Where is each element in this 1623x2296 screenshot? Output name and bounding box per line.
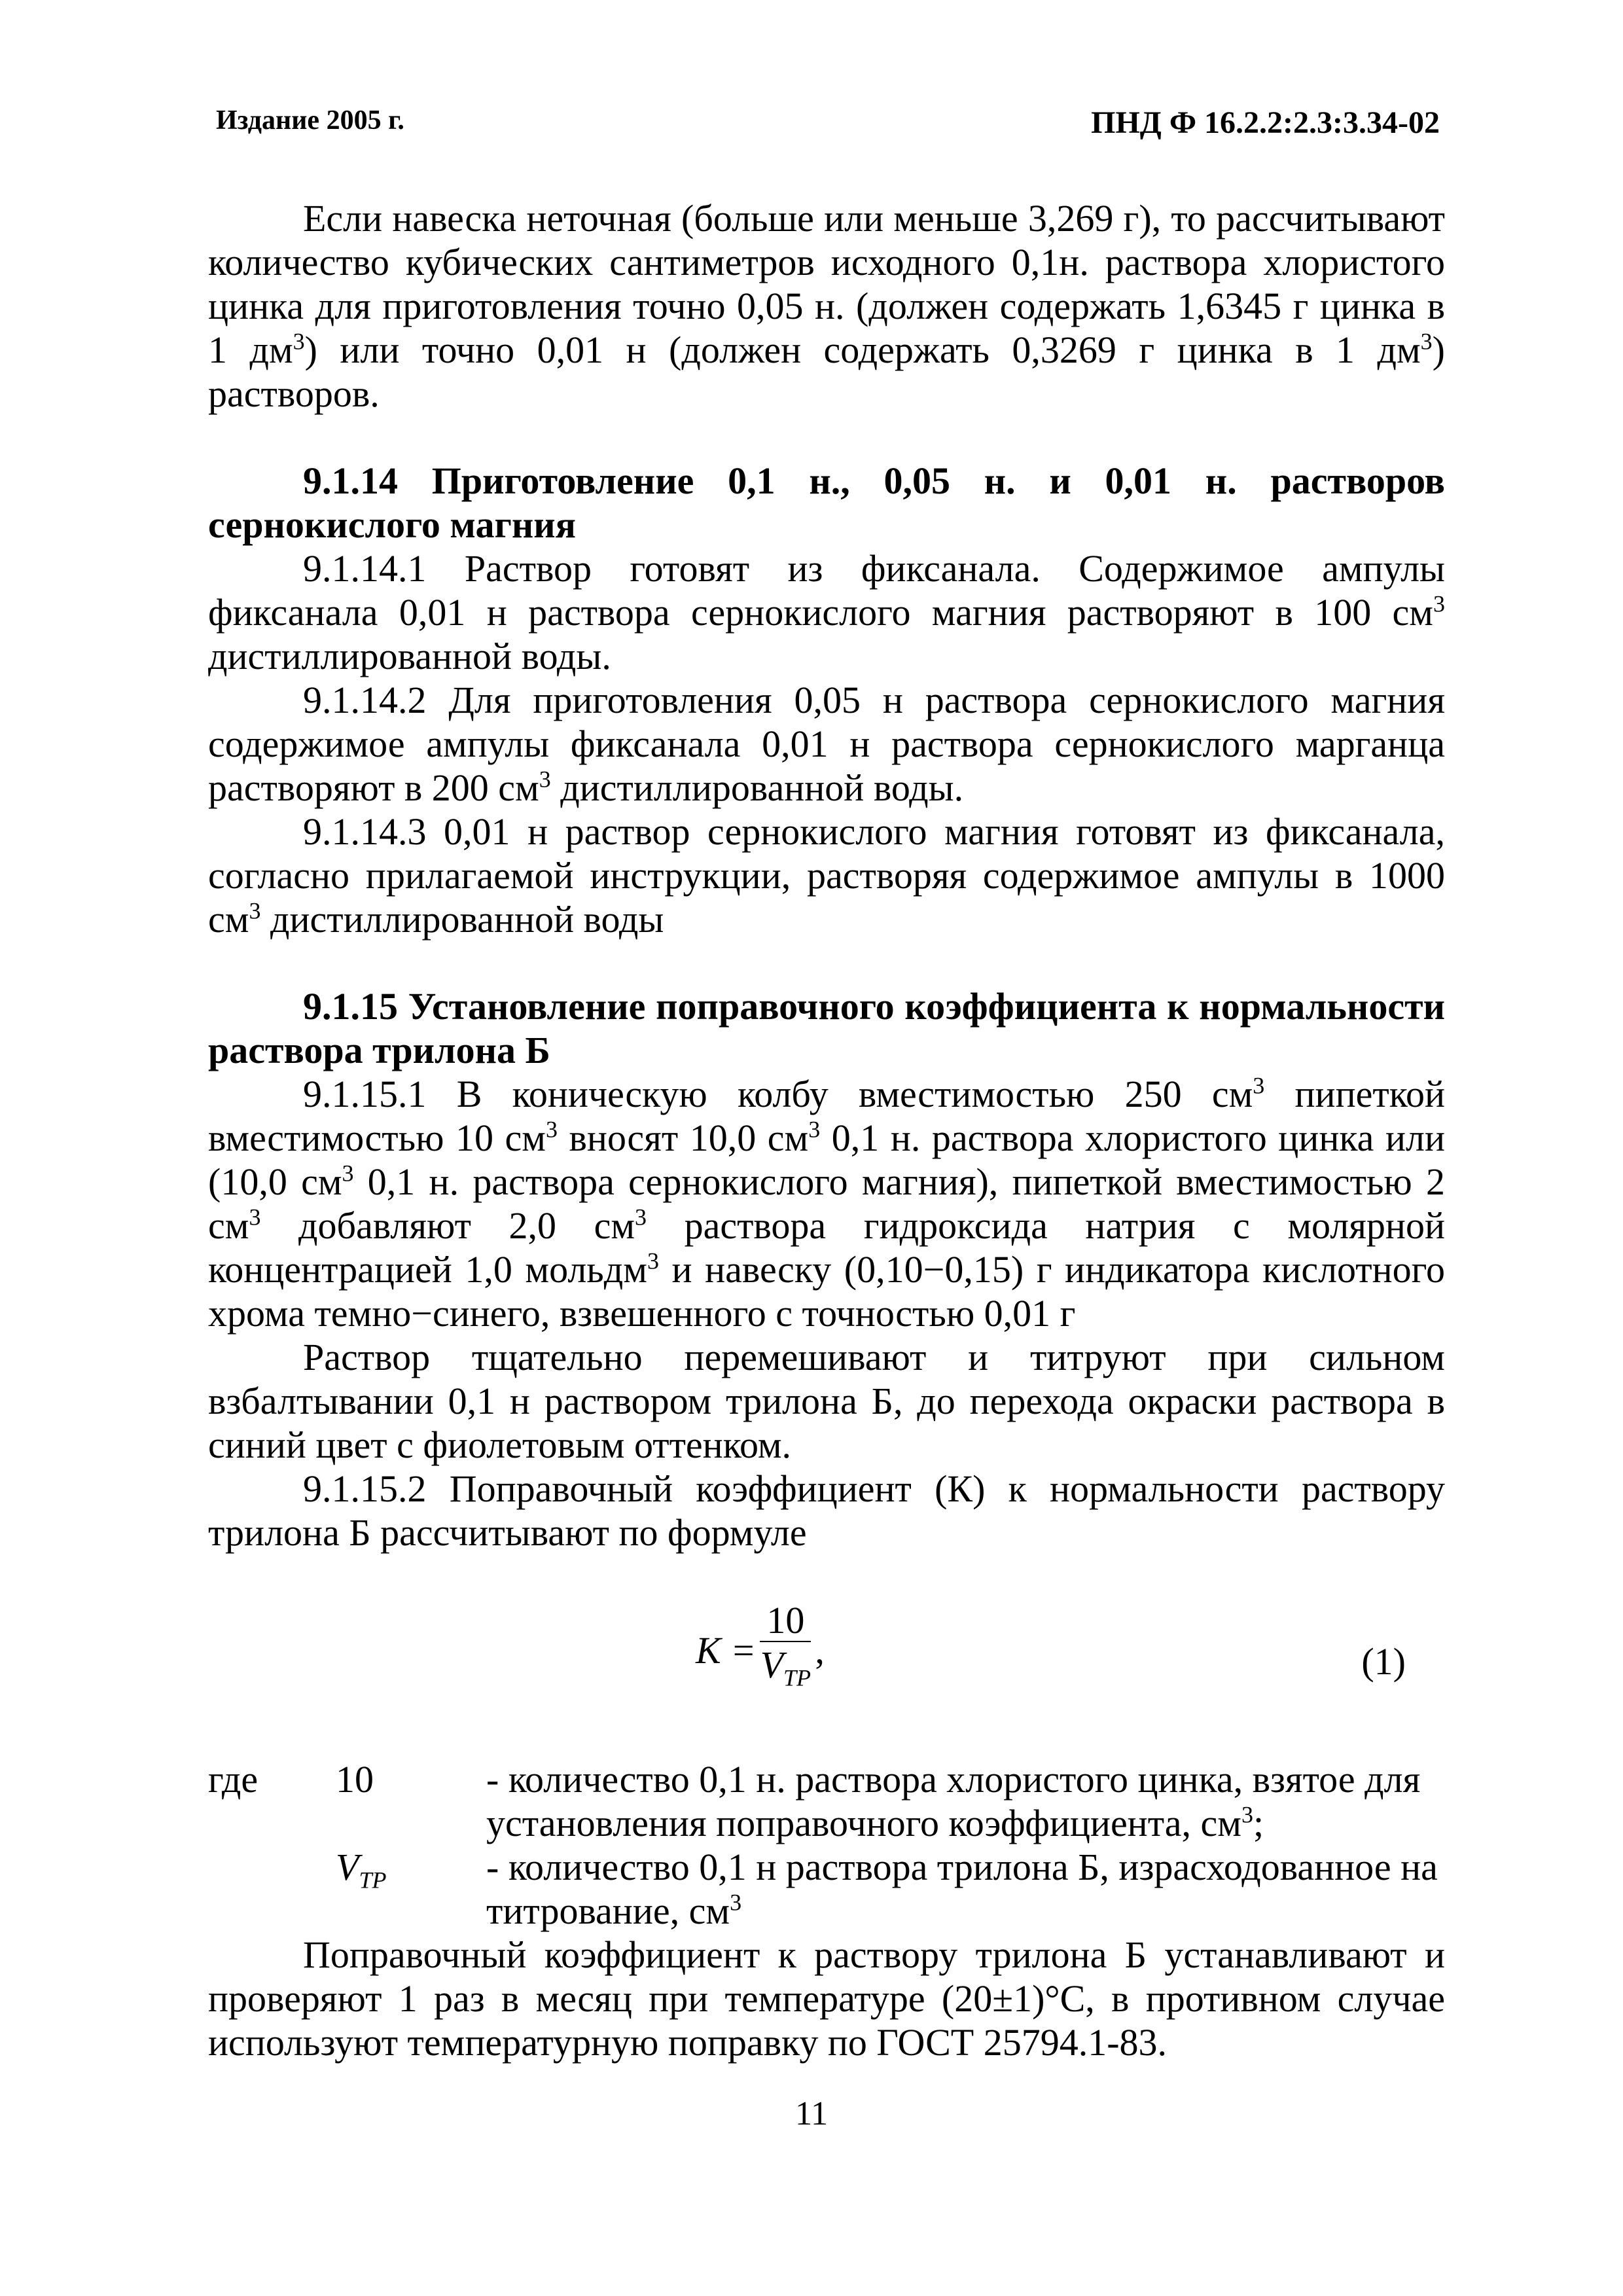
- paragraph-correction-check: Поправочный коэффициент к раствору трилона Б устанавливают и проверяют 1 раз в месяц при температуре (20±1)°С, в противном случае используют температурную поправку по ГОСТ 25794.1-83.: [208, 1933, 1445, 2064]
- paragraph-9-1-14-3: 9.1.14.3 0,01 н раствор сернокислого магния готовят из фиксанала, согласно прилагаемой инструкции, растворяя содержимое ампулы в 1000 $см^3$ дистиллированной воды: [208, 810, 1445, 941]
- edition-label: Издание 2005 г.: [216, 105, 404, 135]
- paragraph-9-1-14-1: 9.1.14.1 Раствор готовят из фиксанала. Содержимое ампулы фиксанала 0,01 н раствора сернокислого магния растворяют в 100 $см^3$ дистиллированной воды.: [208, 547, 1445, 677]
- definition-symbol: 10: [336, 1758, 374, 1801]
- where-label: где: [208, 1758, 259, 1801]
- definition-row: [208, 1845, 1445, 1933]
- document-body: [208, 196, 1445, 2064]
- formula-number: (1): [1361, 1640, 1406, 1683]
- paragraph-9-1-15-1: 9.1.15.1 В коническую колбу вместимостью 250 $см^3$ пипеткой вместимостью 10 $см^3$ вносят 10,0 $см^3$ 0,1 н. раствора хлористого цинка или (10,0 $см^3$ 0,1 н. раствора сернокислого магния), пипеткой вместимостью 2 $см^3$ добавляют 2,0 $см^3$ раствора гидроксида натрия с молярной концентрацией 1,0 мольдм$^3$ и навеску (0,10−0,15) г индикатора кислотного хрома темно−синего, взвешенного с точностью 0,01 г: [208, 1072, 1445, 1335]
- page-header: [216, 105, 1440, 151]
- document-code: ПНД Ф 16.2.2:2.3:3.34-02: [1091, 105, 1440, 140]
- formula-trailing-comma: ,: [815, 1629, 825, 1672]
- page-number: 11: [794, 2095, 829, 2132]
- definition-symbol: $V_{TP}$: [336, 1846, 387, 1893]
- paragraph-titration: Раствор тщательно перемешивают и титруют при сильном взбалтывании 0,1 н раствором трилона Б, до перехода окраски раствора в синий цвет с фиолетовым оттенком.: [208, 1336, 1445, 1466]
- paragraph-9-1-15-2: 9.1.15.2 Поправочный коэффициент (К) к нормальности раствору трилона Б рассчитывают по формуле: [208, 1467, 1445, 1554]
- formula-fraction: [760, 1600, 811, 1701]
- definition-row: [208, 1757, 1445, 1845]
- formula-denominator: $V_{TP}$: [760, 1643, 812, 1691]
- variable-definitions: [208, 1757, 1445, 1933]
- definition-text: - количество 0,1 н раствора трилона Б, израсходованное на титрование, $см^3$: [486, 1846, 1438, 1932]
- formula-numerator: 10: [760, 1600, 811, 1642]
- definition-text: - количество 0,1 н. раствора хлористого цинка, взятое для установления поправочного коэффициента, $см^3$;: [486, 1758, 1421, 1844]
- formula-lhs: K =: [696, 1629, 757, 1672]
- paragraph-9-1-14-2: 9.1.14.2 Для приготовления 0,05 н раствора сернокислого магния содержимое ампулы фиксанала 0,01 н раствора сернокислого марганца растворяют в 200 $см^3$ дистиллированной воды.: [208, 679, 1445, 809]
- paragraph-zinc-weight: Если навеска неточная (больше или меньше 3,269 г), то рассчитывают количество кубических сантиметров исходного 0,1н. раствора хлористого цинка для приготовления точно 0,05 н. (должен содержать 1,6345 г цинка в 1 $дм^3$) или точно 0,01 н (должен содержать 0,3269 г цинка в 1 $дм^3$) растворов.: [208, 197, 1445, 415]
- formula-block: [208, 1581, 1445, 1731]
- correction-factor-formula: [696, 1600, 825, 1701]
- section-heading-9-1-15: 9.1.15 Установление поправочного коэффициента к нормальности раствора трилона Б: [208, 985, 1445, 1071]
- section-heading-9-1-14: 9.1.14 Приготовление 0,1 н., 0,05 н. и 0,01 н. растворов сернокислого магния: [208, 459, 1445, 546]
